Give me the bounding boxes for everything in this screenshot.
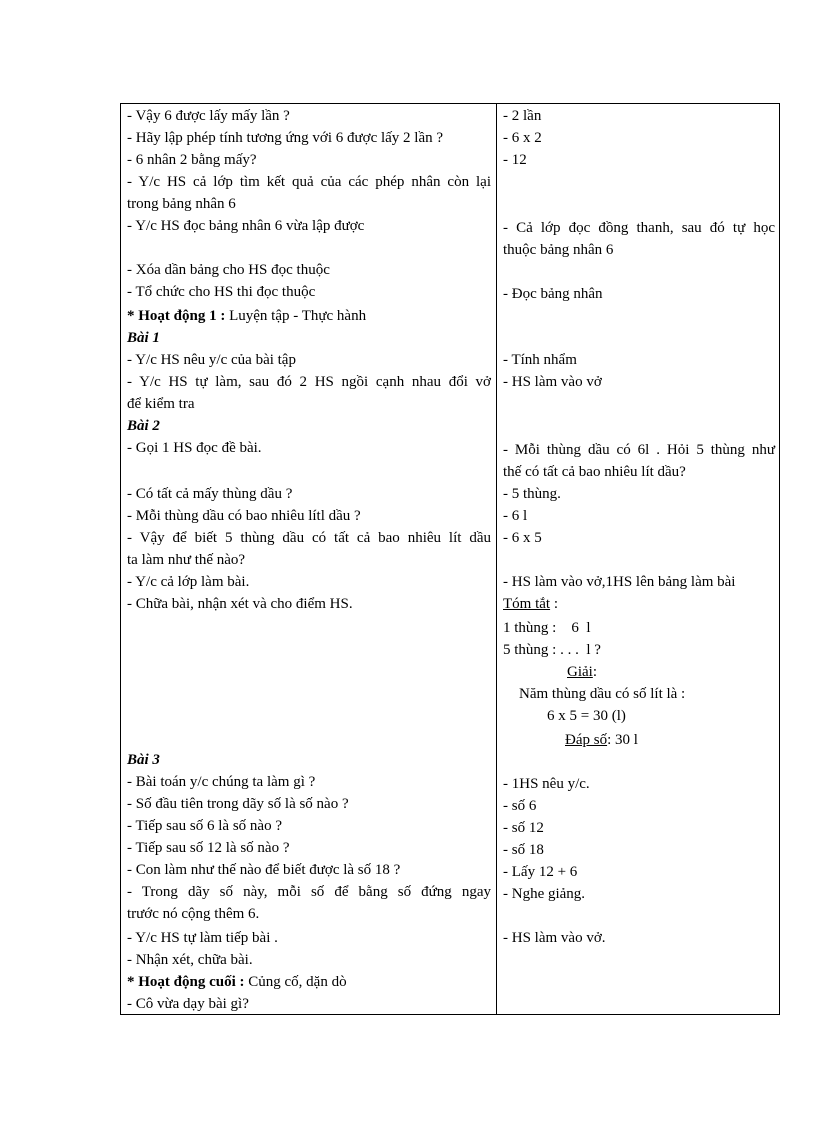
student-line: thuộc bảng nhân 6 [503,242,614,258]
teacher-line: - Hãy lập phép tính tương ứng với 6 được lấy 2 lần ? [127,130,444,146]
student-line: - Tính nhẩm [503,352,577,368]
solution-label: Giải [567,664,593,680]
summary-colon: : [550,596,558,612]
solution-colon: : [592,664,597,680]
answer-line [565,730,638,750]
teacher-line: - Y/c HS tự làm, sau đó 2 HS ngồi cạnh nhau đổi vở [127,374,491,390]
teacher-line: - Con làm như thế nào để biết được là số 18 ? [127,862,401,878]
exercise-heading: Bài 2 [127,418,160,434]
student-line: - số 18 [503,842,544,858]
activity-label: * Hoạt động 1 : [127,308,226,324]
activity-label: * Hoạt động cuối : [127,974,245,990]
teacher-line: - Y/c HS cả lớp tìm kết quả của các phép nhân còn lại [127,174,491,190]
student-line: - HS làm vào vở [503,374,602,390]
summary-line: 5 thùng : . . . l ? [503,642,601,658]
teacher-line: - Tiếp sau số 6 là số nào ? [127,818,282,834]
teacher-line: - Y/c HS nêu y/c của bài tập [127,352,296,368]
teacher-line: - Chữa bài, nhận xét và cho điểm HS. [127,596,353,612]
student-line: - số 6 [503,798,537,814]
summary-line: 1 thùng : 6 l [503,620,591,636]
teacher-line: - Vậy để biết 5 thùng dầu có tất cả bao nhiêu lít dầu [127,530,491,546]
lesson-table [120,103,780,1015]
summary-label: Tóm tắt [503,596,551,612]
activity-title: Củng cố, dặn dò [244,974,347,990]
teacher-line: - Y/c cả lớp làm bài. [127,574,250,590]
student-line: - 6 x 5 [503,530,542,546]
teacher-line: - Nhận xét, chữa bài. [127,952,253,968]
summary-heading [503,594,775,614]
student-line: - Đọc bảng nhân [503,286,603,302]
teacher-line: trong bảng nhân 6 [127,196,236,212]
teacher-line: - Trong dãy số này, mỗi số để bằng số đứng ngay [127,884,491,900]
student-line: - 6 l [503,508,528,524]
teacher-line: - Tiếp sau số 12 là số nào ? [127,840,290,856]
column-divider [496,104,497,1014]
exercise-heading: Bài 1 [127,330,160,346]
student-line: - 6 x 2 [503,130,542,146]
student-line: - Lấy 12 + 6 [503,864,578,880]
activity-heading [127,306,491,326]
answer-value: : 30 l [607,732,638,748]
student-line: - 12 [503,152,527,168]
student-line: - số 12 [503,820,544,836]
teacher-line: - Số đầu tiên trong dãy số là số nào ? [127,796,349,812]
teacher-line: - 6 nhân 2 bằng mấy? [127,152,257,168]
teacher-line: trước nó cộng thêm 6. [127,906,260,922]
teacher-line: - Gọi 1 HS đọc đề bài. [127,440,262,456]
student-line: - HS làm vào vở. [503,930,606,946]
student-line: - HS làm vào vở,1HS lên bảng làm bài [503,574,736,590]
teacher-line: - Tổ chức cho HS thi đọc thuộc [127,284,316,300]
student-line: - Cả lớp đọc đồng thanh, sau đó tự học [503,220,775,236]
activity-title: Luyện tập - Thực hành [225,308,367,324]
teacher-line: ta làm như thế nào? [127,552,246,568]
student-line: thế có tất cả bao nhiêu lít dầu? [503,464,686,480]
teacher-line: - Vậy 6 được lấy mấy lần ? [127,108,290,124]
student-line: - 1HS nêu y/c. [503,776,590,792]
student-line: - 5 thùng. [503,486,561,502]
teacher-line: - Có tất cả mấy thùng dầu ? [127,486,293,502]
answer-label: Đáp số [565,732,608,748]
teacher-line: - Mỗi thùng dầu có bao nhiêu lítl dầu ? [127,508,361,524]
solution-line: Năm thùng dầu có số lít là : [519,686,686,702]
teacher-line: - Xóa dần bảng cho HS đọc thuộc [127,262,330,278]
exercise-heading: Bài 3 [127,752,160,768]
teacher-line: - Y/c HS tự làm tiếp bài . [127,930,278,946]
student-line: - 2 lần [503,108,542,124]
activity-heading [127,972,491,992]
teacher-line: - Bài toán y/c chúng ta làm gì ? [127,774,316,790]
teacher-line: - Y/c HS đọc bảng nhân 6 vừa lập được [127,218,365,234]
solution-line: 6 x 5 = 30 (l) [547,708,626,724]
student-line: - Nghe giảng. [503,886,586,902]
student-line: - Mỗi thùng dầu có 6l . Hỏi 5 thùng như [503,442,775,458]
solution-heading [567,662,597,682]
teacher-line: - Cô vừa dạy bài gì? [127,996,249,1012]
teacher-line: để kiểm tra [127,396,195,412]
